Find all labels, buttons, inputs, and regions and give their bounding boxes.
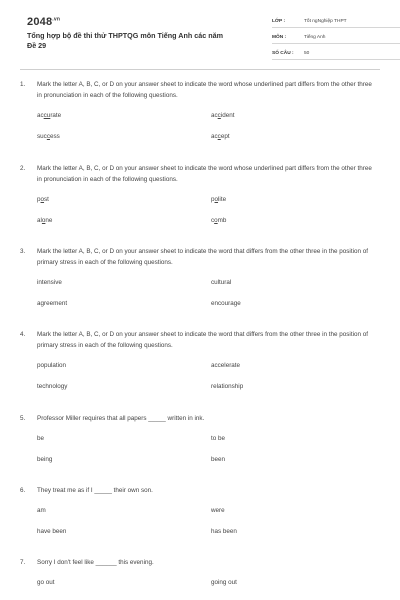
meta-row-class: LỚP : Tốt ngNghiệp THPT — [272, 15, 400, 28]
option-d[interactable]: comb — [211, 217, 227, 224]
answer-options — [20, 579, 380, 591]
option-a[interactable]: post — [37, 196, 49, 203]
question-number: 7. — [20, 559, 26, 566]
question-1 — [20, 79, 380, 140]
question-7 — [20, 557, 380, 591]
option-a[interactable]: go out — [37, 579, 55, 586]
document-subtitle: Đề 29 — [27, 41, 47, 50]
meta-row-count: SỐ CÂU : 50 — [272, 47, 400, 60]
answer-options — [20, 435, 380, 463]
option-b[interactable]: cultural — [211, 279, 232, 286]
question-2 — [20, 163, 380, 224]
header-divider — [20, 69, 380, 70]
option-c[interactable]: agreement — [37, 300, 68, 307]
option-b[interactable]: were — [211, 507, 225, 514]
option-a[interactable]: accurate — [37, 112, 62, 119]
option-c[interactable]: technology — [37, 383, 68, 390]
question-5 — [20, 413, 380, 463]
option-b[interactable]: accident — [211, 112, 235, 119]
question-number: 6. — [20, 487, 26, 494]
question-6 — [20, 485, 380, 535]
option-d[interactable]: been — [211, 456, 226, 463]
question-3 — [20, 246, 380, 307]
option-d[interactable]: has been — [211, 528, 237, 535]
option-a[interactable]: intensive — [37, 279, 62, 286]
page-header — [20, 0, 380, 62]
document-title: Tổng hợp bộ đề thi thử THPTQG môn Tiếng Anh các năm — [27, 31, 223, 40]
exam-meta — [272, 15, 400, 63]
option-b[interactable]: to be — [211, 435, 226, 442]
question-4 — [20, 329, 380, 390]
option-c[interactable]: success — [37, 133, 60, 140]
answer-options — [20, 362, 380, 390]
question-number: 1. — [20, 81, 26, 88]
option-a[interactable]: be — [37, 435, 45, 442]
question-text: Mark the letter A, B, C, or D on your answer sheet to indicate the word that differs from the other three in the position of primary stress in each of the following questions. — [37, 248, 368, 266]
question-number: 2. — [20, 165, 26, 172]
option-c[interactable]: being — [37, 456, 53, 463]
answer-options — [20, 112, 380, 140]
question-text: Mark the letter A, B, C, or D on your answer sheet to indicate the word whose underlined part differs from the other three in pronunciation in each of the following questions. — [37, 165, 372, 183]
question-text: Mark the letter A, B, C, or D on your answer sheet to indicate the word that differs from the other three in the position of primary stress in each of the following questions. — [37, 331, 368, 349]
option-a[interactable]: population — [37, 362, 67, 369]
question-text: Professor Miller requires that all papers _____ written in ink. — [37, 415, 205, 422]
question-number: 4. — [20, 331, 26, 338]
option-d[interactable]: encourage — [211, 300, 241, 307]
question-number: 5. — [20, 415, 26, 422]
question-text: Sorry I don't feel like ______ this evening. — [37, 559, 154, 566]
meta-row-subject: MÔN : Tiếng Anh — [272, 31, 400, 44]
site-logo[interactable]: $2048^{.vn}$ — [27, 16, 61, 28]
question-text: Mark the letter A, B, C, or D on your answer sheet to indicate the word whose underlined part differs from the other three in pronunciation in each of the following questions. — [37, 81, 372, 99]
option-c[interactable]: alone — [37, 217, 53, 224]
answer-options — [20, 279, 380, 307]
option-d[interactable]: relationship — [211, 383, 244, 390]
answer-options — [20, 196, 380, 224]
option-a[interactable]: am — [37, 507, 46, 514]
option-b[interactable]: accelerate — [211, 362, 241, 369]
answer-options — [20, 507, 380, 535]
question-text: They treat me as if I _____ their own son. — [37, 487, 153, 494]
option-d[interactable]: accept — [211, 133, 230, 140]
option-b[interactable]: polite — [211, 196, 227, 203]
option-b[interactable]: going out — [211, 579, 237, 586]
option-c[interactable]: have been — [37, 528, 67, 535]
question-number: 3. — [20, 248, 26, 255]
